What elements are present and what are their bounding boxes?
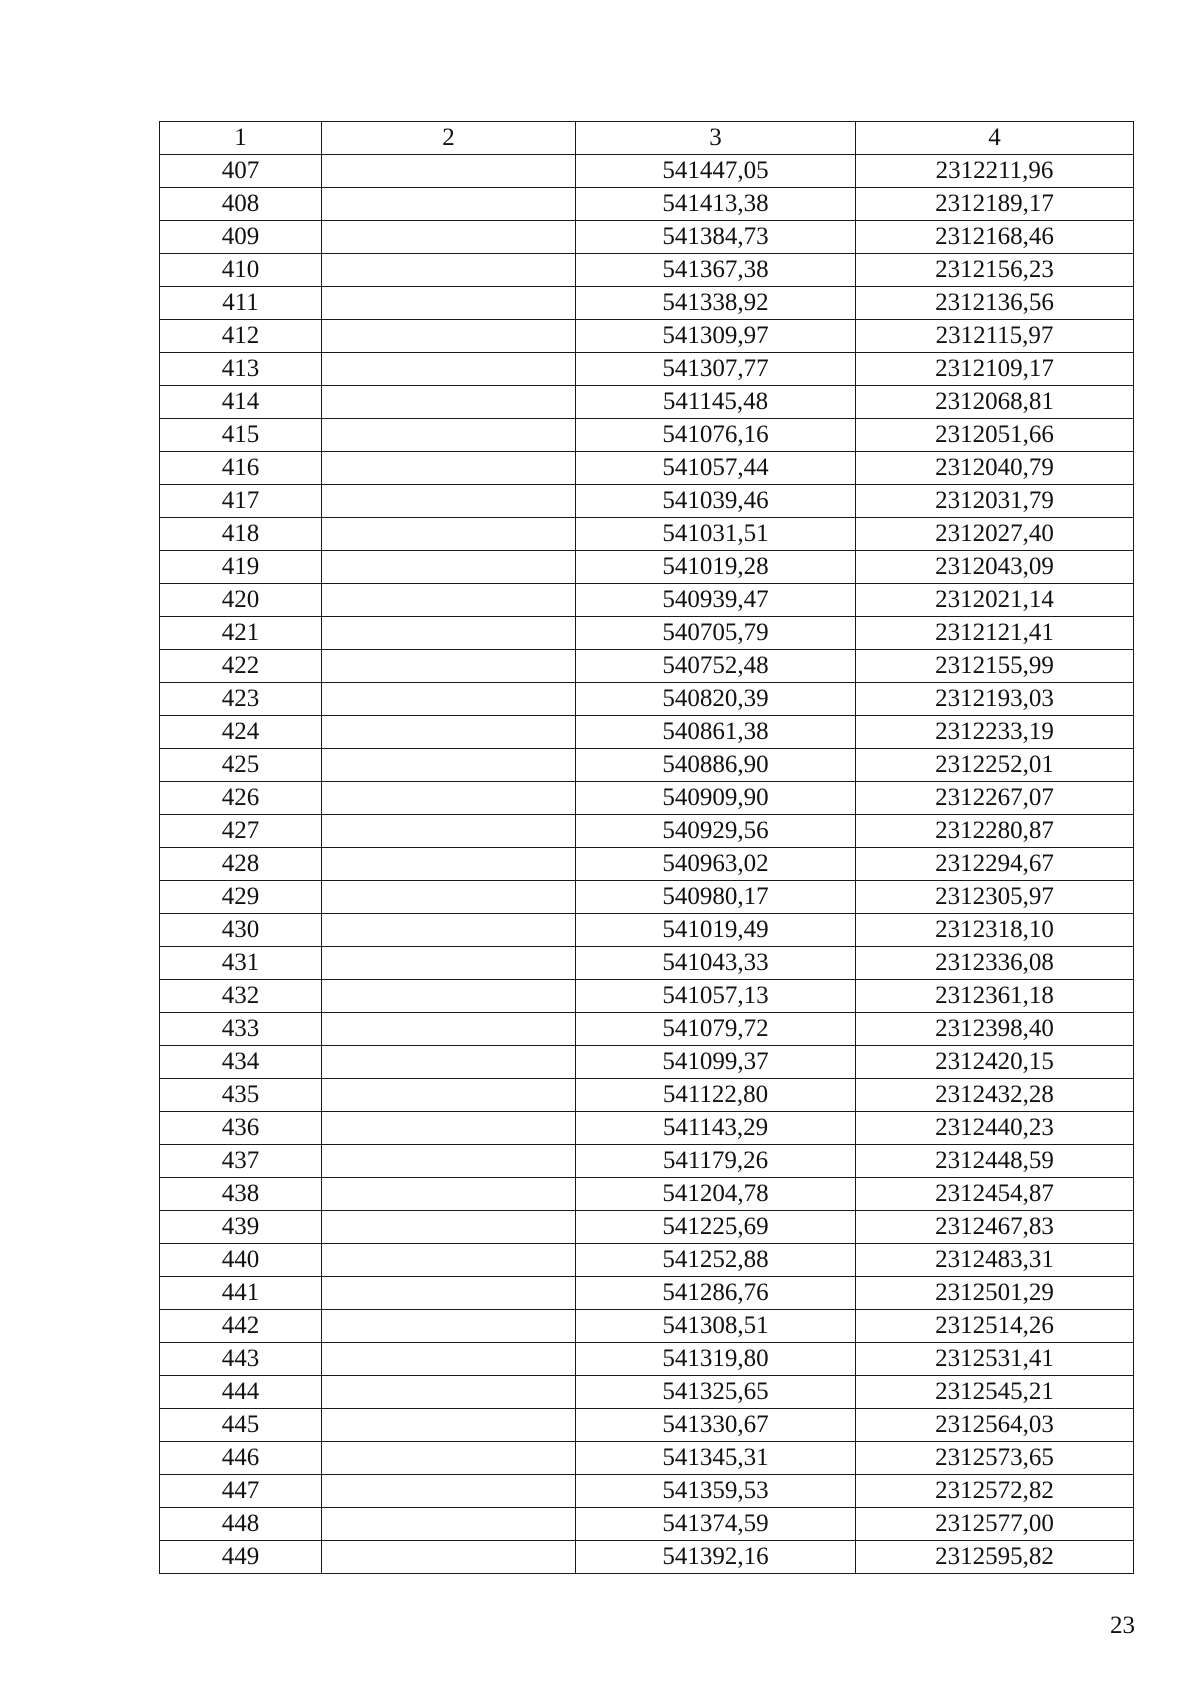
y-coordinate-cell: 2312021,14 (856, 584, 1134, 617)
table-row (160, 1046, 1134, 1079)
x-coordinate-cell: 541179,26 (576, 1145, 856, 1178)
x-coordinate-cell: 540886,90 (576, 749, 856, 782)
y-coordinate-cell: 2312193,03 (856, 683, 1134, 716)
point-number-cell: 440 (160, 1244, 322, 1277)
table-row (160, 1211, 1134, 1244)
page-number: 23 (1110, 1612, 1135, 1639)
table-row (160, 1409, 1134, 1442)
x-coordinate-cell: 541359,53 (576, 1475, 856, 1508)
table-row (160, 716, 1134, 749)
y-coordinate-cell: 2312233,19 (856, 716, 1134, 749)
table-row (160, 1343, 1134, 1376)
column-header-4: 4 (856, 122, 1134, 155)
table-row (160, 287, 1134, 320)
description-cell (322, 155, 576, 188)
y-coordinate-cell: 2312280,87 (856, 815, 1134, 848)
point-number-cell: 437 (160, 1145, 322, 1178)
y-coordinate-cell: 2312448,59 (856, 1145, 1134, 1178)
y-coordinate-cell: 2312531,41 (856, 1343, 1134, 1376)
x-coordinate-cell: 541325,65 (576, 1376, 856, 1409)
description-cell (322, 254, 576, 287)
y-coordinate-cell: 2312156,23 (856, 254, 1134, 287)
point-number-cell: 443 (160, 1343, 322, 1376)
x-coordinate-cell: 541057,13 (576, 980, 856, 1013)
y-coordinate-cell: 2312595,82 (856, 1541, 1134, 1574)
point-number-cell: 431 (160, 947, 322, 980)
x-coordinate-cell: 540705,79 (576, 617, 856, 650)
y-coordinate-cell: 2312031,79 (856, 485, 1134, 518)
y-coordinate-cell: 2312155,99 (856, 650, 1134, 683)
table-row (160, 1112, 1134, 1145)
table-row (160, 518, 1134, 551)
x-coordinate-cell: 540980,17 (576, 881, 856, 914)
point-number-cell: 447 (160, 1475, 322, 1508)
point-number-cell: 432 (160, 980, 322, 1013)
description-cell (322, 320, 576, 353)
x-coordinate-cell: 541447,05 (576, 155, 856, 188)
y-coordinate-cell: 2312577,00 (856, 1508, 1134, 1541)
description-cell (322, 1013, 576, 1046)
x-coordinate-cell: 541374,59 (576, 1508, 856, 1541)
table-row (160, 914, 1134, 947)
coordinates-table (159, 121, 1134, 1574)
description-cell (322, 1376, 576, 1409)
table-row (160, 1541, 1134, 1574)
table-row (160, 1277, 1134, 1310)
point-number-cell: 416 (160, 452, 322, 485)
header-row (160, 122, 1134, 155)
y-coordinate-cell: 2312211,96 (856, 155, 1134, 188)
x-coordinate-cell: 541413,38 (576, 188, 856, 221)
table-row (160, 881, 1134, 914)
x-coordinate-cell: 541384,73 (576, 221, 856, 254)
point-number-cell: 428 (160, 848, 322, 881)
point-number-cell: 435 (160, 1079, 322, 1112)
table-row (160, 1508, 1134, 1541)
x-coordinate-cell: 541204,78 (576, 1178, 856, 1211)
point-number-cell: 434 (160, 1046, 322, 1079)
y-coordinate-cell: 2312361,18 (856, 980, 1134, 1013)
y-coordinate-cell: 2312136,56 (856, 287, 1134, 320)
description-cell (322, 749, 576, 782)
x-coordinate-cell: 540820,39 (576, 683, 856, 716)
point-number-cell: 423 (160, 683, 322, 716)
point-number-cell: 425 (160, 749, 322, 782)
point-number-cell: 433 (160, 1013, 322, 1046)
point-number-cell: 449 (160, 1541, 322, 1574)
table-row (160, 1475, 1134, 1508)
description-cell (322, 1343, 576, 1376)
x-coordinate-cell: 541143,29 (576, 1112, 856, 1145)
description-cell (322, 419, 576, 452)
x-coordinate-cell: 541319,80 (576, 1343, 856, 1376)
y-coordinate-cell: 2312294,67 (856, 848, 1134, 881)
table-row (160, 188, 1134, 221)
point-number-cell: 418 (160, 518, 322, 551)
y-coordinate-cell: 2312440,23 (856, 1112, 1134, 1145)
table-row (160, 815, 1134, 848)
description-cell (322, 1409, 576, 1442)
table-row (160, 683, 1134, 716)
y-coordinate-cell: 2312467,83 (856, 1211, 1134, 1244)
point-number-cell: 410 (160, 254, 322, 287)
y-coordinate-cell: 2312572,82 (856, 1475, 1134, 1508)
point-number-cell: 427 (160, 815, 322, 848)
point-number-cell: 421 (160, 617, 322, 650)
column-header-2: 2 (322, 122, 576, 155)
y-coordinate-cell: 2312573,65 (856, 1442, 1134, 1475)
description-cell (322, 1541, 576, 1574)
y-coordinate-cell: 2312027,40 (856, 518, 1134, 551)
y-coordinate-cell: 2312483,31 (856, 1244, 1134, 1277)
y-coordinate-cell: 2312040,79 (856, 452, 1134, 485)
x-coordinate-cell: 541079,72 (576, 1013, 856, 1046)
table-row (160, 1178, 1134, 1211)
point-number-cell: 442 (160, 1310, 322, 1343)
point-number-cell: 422 (160, 650, 322, 683)
table-row (160, 1376, 1134, 1409)
point-number-cell: 407 (160, 155, 322, 188)
x-coordinate-cell: 541309,97 (576, 320, 856, 353)
table-row (160, 947, 1134, 980)
x-coordinate-cell: 541019,49 (576, 914, 856, 947)
point-number-cell: 438 (160, 1178, 322, 1211)
description-cell (322, 881, 576, 914)
x-coordinate-cell: 541076,16 (576, 419, 856, 452)
x-coordinate-cell: 541031,51 (576, 518, 856, 551)
y-coordinate-cell: 2312432,28 (856, 1079, 1134, 1112)
x-coordinate-cell: 541099,37 (576, 1046, 856, 1079)
table-row (160, 1145, 1134, 1178)
column-header-3: 3 (576, 122, 856, 155)
description-cell (322, 386, 576, 419)
y-coordinate-cell: 2312318,10 (856, 914, 1134, 947)
description-cell (322, 1145, 576, 1178)
point-number-cell: 417 (160, 485, 322, 518)
description-cell (322, 221, 576, 254)
point-number-cell: 408 (160, 188, 322, 221)
table-row (160, 452, 1134, 485)
point-number-cell: 441 (160, 1277, 322, 1310)
description-cell (322, 1211, 576, 1244)
x-coordinate-cell: 541145,48 (576, 386, 856, 419)
point-number-cell: 436 (160, 1112, 322, 1145)
table-row (160, 848, 1134, 881)
table-row (160, 782, 1134, 815)
table-row (160, 155, 1134, 188)
description-cell (322, 1046, 576, 1079)
x-coordinate-cell: 541252,88 (576, 1244, 856, 1277)
description-cell (322, 353, 576, 386)
description-cell (322, 914, 576, 947)
point-number-cell: 409 (160, 221, 322, 254)
y-coordinate-cell: 2312514,26 (856, 1310, 1134, 1343)
point-number-cell: 446 (160, 1442, 322, 1475)
description-cell (322, 584, 576, 617)
x-coordinate-cell: 541338,92 (576, 287, 856, 320)
y-coordinate-cell: 2312501,29 (856, 1277, 1134, 1310)
description-cell (322, 617, 576, 650)
x-coordinate-cell: 540939,47 (576, 584, 856, 617)
point-number-cell: 415 (160, 419, 322, 452)
x-coordinate-cell: 541308,51 (576, 1310, 856, 1343)
table-body (160, 155, 1134, 1574)
point-number-cell: 448 (160, 1508, 322, 1541)
x-coordinate-cell: 540929,56 (576, 815, 856, 848)
table-row (160, 617, 1134, 650)
point-number-cell: 424 (160, 716, 322, 749)
table-row (160, 650, 1134, 683)
description-cell (322, 551, 576, 584)
point-number-cell: 430 (160, 914, 322, 947)
table-row (160, 1079, 1134, 1112)
table-row (160, 1310, 1134, 1343)
y-coordinate-cell: 2312068,81 (856, 386, 1134, 419)
point-number-cell: 414 (160, 386, 322, 419)
table-row (160, 254, 1134, 287)
column-header-1: 1 (160, 122, 322, 155)
point-number-cell: 419 (160, 551, 322, 584)
x-coordinate-cell: 541057,44 (576, 452, 856, 485)
point-number-cell: 426 (160, 782, 322, 815)
description-cell (322, 683, 576, 716)
description-cell (322, 1475, 576, 1508)
table-row (160, 749, 1134, 782)
table-row (160, 1244, 1134, 1277)
y-coordinate-cell: 2312420,15 (856, 1046, 1134, 1079)
point-number-cell: 444 (160, 1376, 322, 1409)
y-coordinate-cell: 2312252,01 (856, 749, 1134, 782)
x-coordinate-cell: 541225,69 (576, 1211, 856, 1244)
description-cell (322, 947, 576, 980)
y-coordinate-cell: 2312305,97 (856, 881, 1134, 914)
description-cell (322, 1508, 576, 1541)
table-row (160, 221, 1134, 254)
x-coordinate-cell: 540752,48 (576, 650, 856, 683)
table-row (160, 419, 1134, 452)
x-coordinate-cell: 541367,38 (576, 254, 856, 287)
x-coordinate-cell: 541345,31 (576, 1442, 856, 1475)
description-cell (322, 1244, 576, 1277)
description-cell (322, 1112, 576, 1145)
description-cell (322, 1178, 576, 1211)
table-row (160, 980, 1134, 1013)
table-header (160, 122, 1134, 155)
y-coordinate-cell: 2312267,07 (856, 782, 1134, 815)
y-coordinate-cell: 2312051,66 (856, 419, 1134, 452)
description-cell (322, 848, 576, 881)
y-coordinate-cell: 2312564,03 (856, 1409, 1134, 1442)
description-cell (322, 188, 576, 221)
x-coordinate-cell: 541039,46 (576, 485, 856, 518)
y-coordinate-cell: 2312115,97 (856, 320, 1134, 353)
description-cell (322, 815, 576, 848)
y-coordinate-cell: 2312043,09 (856, 551, 1134, 584)
point-number-cell: 411 (160, 287, 322, 320)
table-row (160, 1442, 1134, 1475)
point-number-cell: 429 (160, 881, 322, 914)
description-cell (322, 716, 576, 749)
table-row (160, 320, 1134, 353)
point-number-cell: 445 (160, 1409, 322, 1442)
y-coordinate-cell: 2312336,08 (856, 947, 1134, 980)
y-coordinate-cell: 2312545,21 (856, 1376, 1134, 1409)
description-cell (322, 782, 576, 815)
description-cell (322, 452, 576, 485)
x-coordinate-cell: 540963,02 (576, 848, 856, 881)
y-coordinate-cell: 2312189,17 (856, 188, 1134, 221)
x-coordinate-cell: 541019,28 (576, 551, 856, 584)
description-cell (322, 650, 576, 683)
description-cell (322, 287, 576, 320)
y-coordinate-cell: 2312454,87 (856, 1178, 1134, 1211)
table-row (160, 353, 1134, 386)
x-coordinate-cell: 541122,80 (576, 1079, 856, 1112)
description-cell (322, 1079, 576, 1112)
point-number-cell: 420 (160, 584, 322, 617)
description-cell (322, 485, 576, 518)
description-cell (322, 518, 576, 551)
point-number-cell: 413 (160, 353, 322, 386)
x-coordinate-cell: 540861,38 (576, 716, 856, 749)
table-row (160, 584, 1134, 617)
table-row (160, 1013, 1134, 1046)
x-coordinate-cell: 541043,33 (576, 947, 856, 980)
table-row (160, 551, 1134, 584)
y-coordinate-cell: 2312121,41 (856, 617, 1134, 650)
description-cell (322, 1442, 576, 1475)
description-cell (322, 1277, 576, 1310)
y-coordinate-cell: 2312168,46 (856, 221, 1134, 254)
y-coordinate-cell: 2312398,40 (856, 1013, 1134, 1046)
x-coordinate-cell: 541286,76 (576, 1277, 856, 1310)
x-coordinate-cell: 540909,90 (576, 782, 856, 815)
x-coordinate-cell: 541392,16 (576, 1541, 856, 1574)
y-coordinate-cell: 2312109,17 (856, 353, 1134, 386)
table-row (160, 386, 1134, 419)
x-coordinate-cell: 541307,77 (576, 353, 856, 386)
table-row (160, 485, 1134, 518)
point-number-cell: 439 (160, 1211, 322, 1244)
description-cell (322, 980, 576, 1013)
description-cell (322, 1310, 576, 1343)
point-number-cell: 412 (160, 320, 322, 353)
x-coordinate-cell: 541330,67 (576, 1409, 856, 1442)
